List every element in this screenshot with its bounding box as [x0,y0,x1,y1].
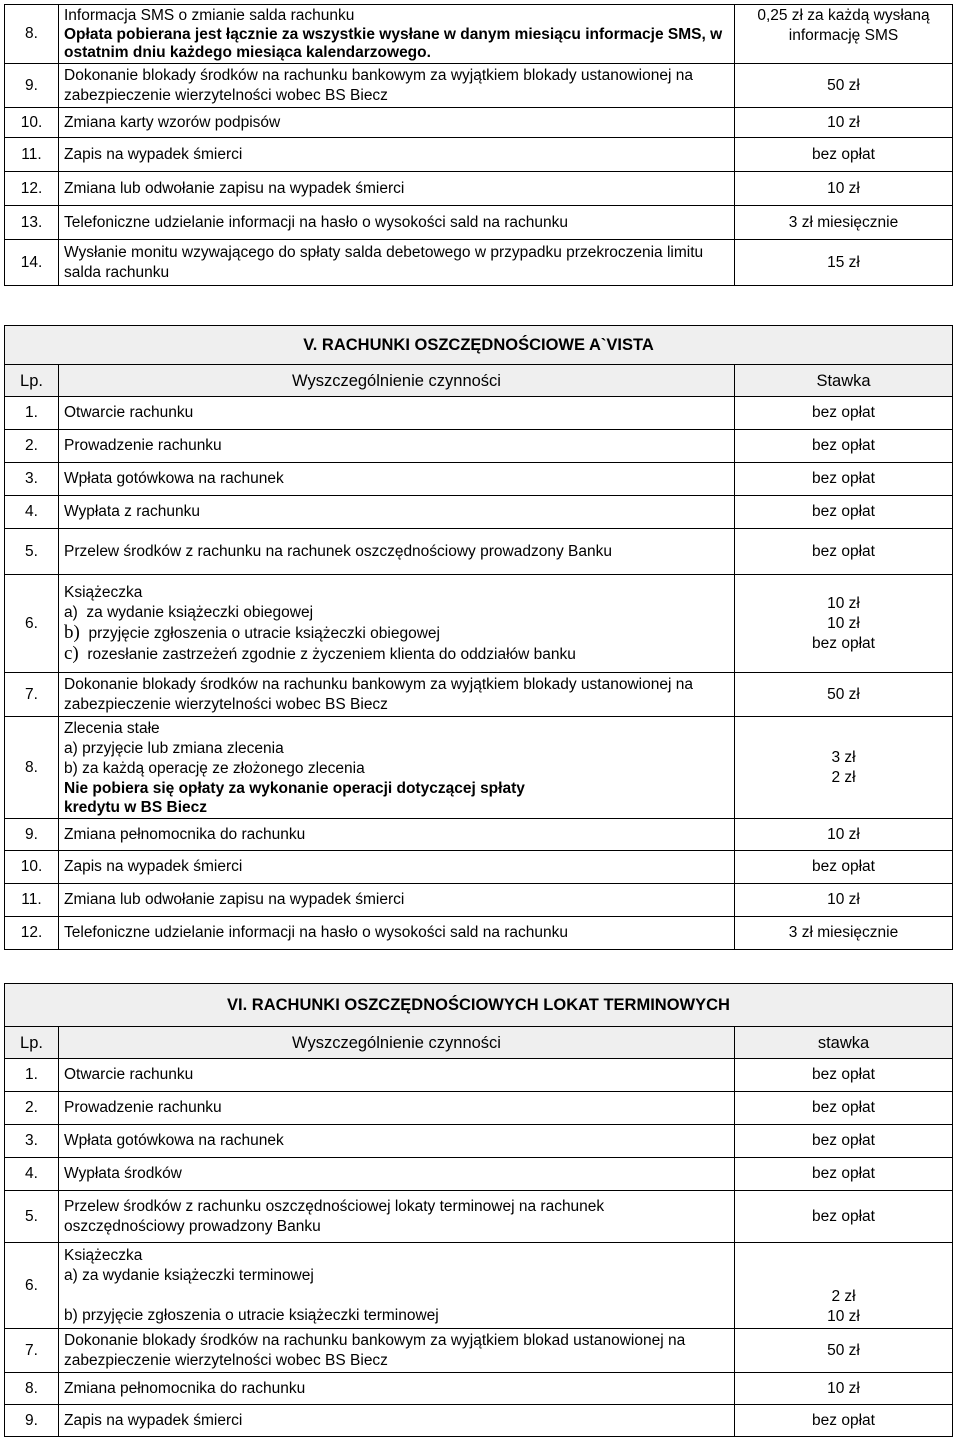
table-row [5,1092,953,1125]
table-row [5,108,953,138]
row-description: Telefoniczne udzielanie informacji na hasło o wysokości sald na rachunku [59,206,735,240]
table-row [5,1329,953,1373]
sub-item-text: za wydanie książeczki obiegowej [86,603,314,621]
rate-b: 10 zł [827,614,860,632]
row-number: 5. [5,529,59,575]
row-rate: bez opłat [735,463,953,496]
header-row [5,365,953,397]
row-rate: bez opłat [735,397,953,430]
row-rate: bez opłat [735,138,953,172]
fee-table-continued [4,4,953,286]
header-lp: Lp. [5,365,59,397]
table-row [5,496,953,529]
table-row [5,5,953,64]
row-number: 8. [5,717,59,819]
table-row [5,206,953,240]
row-rate: 3 zł miesięcznie [735,917,953,950]
row-rate: bez opłat [735,1191,953,1243]
row-number: 6. [5,1243,59,1329]
table-row [5,64,953,108]
row-rate: bez opłat [735,1158,953,1191]
row-number: 8. [5,5,59,64]
sub-item-b [64,623,729,644]
table-row [5,1158,953,1191]
table-row [5,1373,953,1405]
sub-item-marker: c) [64,642,79,664]
table-row [5,673,953,717]
row-description: Prowadzenie rachunku [59,1092,735,1125]
row-number: 3. [5,463,59,496]
row-number: 2. [5,430,59,463]
row-rate: bez opłat [735,496,953,529]
row-description: Dokonanie blokady środków na rachunku bankowym za wyjątkiem blokad ustanowionej na zabezpieczenie wierzytelności wobec BS Biecz [59,1329,735,1373]
sub-item-a [64,603,729,623]
table-row [5,1191,953,1243]
rate-b: 10 zł [827,1308,860,1325]
rate-a: 2 zł [831,1288,856,1305]
row-rate: 50 zł [735,64,953,108]
sub-item-b: b) za każdą operację ze złożonego zlecenia [64,759,365,777]
table-row [5,917,953,950]
table-row [5,819,953,851]
row-rate: bez opłat [735,1125,953,1158]
row-number: 7. [5,673,59,717]
row-description: Wpłata gotówkowa na rachunek [59,1125,735,1158]
row-description: Przelew środków z rachunku oszczędnościowej lokaty terminowej na rachunek oszczędnościowy prowadzony Banku [59,1191,735,1243]
row-number: 13. [5,206,59,240]
sub-item-a: a) za wydanie książeczki terminowej [64,1266,314,1284]
section-title-row [5,984,953,1027]
sub-item-c [64,644,729,665]
row-number: 4. [5,496,59,529]
row-description: Otwarcie rachunku [59,1059,735,1092]
row-number: 7. [5,1329,59,1373]
row-rate: 50 zł [735,1329,953,1373]
row-rate: 10 zł [735,819,953,851]
table-row [5,717,953,819]
row-description: Zmiana pełnomocnika do rachunku [59,819,735,851]
row-number: 4. [5,1158,59,1191]
row-description [59,5,735,64]
row-description: Wypłata z rachunku [59,496,735,529]
row-description: Zapis na wypadek śmierci [59,1405,735,1437]
section-title: V. RACHUNKI OSZCZĘDNOŚCIOWE A`VISTA [5,326,953,365]
row-number: 3. [5,1125,59,1158]
row-rate [735,1243,953,1329]
row-number: 12. [5,172,59,206]
row-rate: 10 zł [735,108,953,138]
row-rate: 50 zł [735,673,953,717]
row-rate: bez opłat [735,529,953,575]
row-description: Wysłanie monitu wzywającego do spłaty salda debetowego w przypadku przekroczenia limitu salda rachunku [59,240,735,286]
table-row [5,1059,953,1092]
row-description [59,1243,735,1329]
table-row [5,1243,953,1329]
row-rate: bez opłat [735,430,953,463]
term-deposit-accounts-table [4,983,953,1437]
rate-a: 10 zł [827,594,860,612]
table-row [5,851,953,884]
table-row [5,172,953,206]
row-description: Prowadzenie rachunku [59,430,735,463]
header-description: Wyszczególnienie czynności [59,365,735,397]
header-rate: Stawka [735,365,953,397]
row-title: Zlecenia stałe [64,719,160,737]
row-description: Zmiana lub odwołanie zapisu na wypadek śmierci [59,884,735,917]
header-description: Wyszczególnienie czynności [59,1027,735,1059]
row-description: Zapis na wypadek śmierci [59,138,735,172]
row-number: 5. [5,1191,59,1243]
header-row [5,1027,953,1059]
row-description: Wpłata gotówkowa na rachunek [59,463,735,496]
sub-item-marker: a) [64,603,78,621]
row-rate: 10 zł [735,1373,953,1405]
table-row [5,575,953,673]
row-description: Zmiana lub odwołanie zapisu na wypadek śmierci [59,172,735,206]
row-description: Dokonanie blokady środków na rachunku bankowym za wyjątkiem blokady ustanowionej na zabezpieczenie wierzytelności wobec BS Biecz [59,673,735,717]
row-title: Informacja SMS o zmianie salda rachunku [64,7,355,24]
table-row [5,884,953,917]
table-row [5,463,953,496]
row-description: Zmiana pełnomocnika do rachunku [59,1373,735,1405]
rate-a: 3 zł [831,748,856,766]
sub-item-text: przyjęcie zgłoszenia o utracie książeczki obiegowej [88,624,440,642]
section-title-row [5,326,953,365]
savings-accounts-table [4,325,953,950]
row-rate: bez opłat [735,1405,953,1437]
table-row [5,1405,953,1437]
row-number: 11. [5,138,59,172]
row-rate: bez opłat [735,851,953,884]
row-number: 1. [5,397,59,430]
row-number: 9. [5,1405,59,1437]
table-row [5,529,953,575]
row-description: Dokonanie blokady środków na rachunku bankowym za wyjątkiem blokady ustanowionej na zabezpieczenie wierzytelności wobec BS Biecz [59,64,735,108]
row-description: Zmiana karty wzorów podpisów [59,108,735,138]
row-note: Opłata pobierana jest łącznie za wszystkie wysłane w danym miesiącu informacje SMS, w ostatnim dniu każdego miesiąca kalendarzowego. [64,26,723,61]
row-description: Zapis na wypadek śmierci [59,851,735,884]
row-description: Przelew środków z rachunku na rachunek oszczędnościowy prowadzony Banku [59,529,735,575]
row-rate: 0,25 zł za każdą wysłaną informację SMS [735,5,953,64]
row-rate [735,717,953,819]
table-row [5,138,953,172]
row-description [59,575,735,673]
row-description: Wypłata środków [59,1158,735,1191]
row-number: 6. [5,575,59,673]
table-row [5,397,953,430]
row-title: Książeczka [64,583,143,601]
row-number: 9. [5,64,59,108]
row-title: Książeczka [64,1246,143,1264]
header-lp: Lp. [5,1027,59,1059]
row-description: Telefoniczne udzielanie informacji na hasło o wysokości sald na rachunku [59,917,735,950]
row-rate: 15 zł [735,240,953,286]
section-title: VI. RACHUNKI OSZCZĘDNOŚCIOWYCH LOKAT TERMINOWYCH [5,984,953,1027]
row-description: Otwarcie rachunku [59,397,735,430]
row-rate: 10 zł [735,172,953,206]
row-description [59,717,735,819]
rate-c: bez opłat [812,634,875,652]
row-rate: 10 zł [735,884,953,917]
rate-b: 2 zł [831,768,856,786]
row-number: 1. [5,1059,59,1092]
table-row [5,430,953,463]
row-note: Nie pobiera się opłaty za wykonanie operacji dotyczącej spłaty kredytu w BS Biecz [64,779,525,816]
row-rate: bez opłat [735,1092,953,1125]
header-rate: stawka [735,1027,953,1059]
row-number: 12. [5,917,59,950]
row-number: 8. [5,1373,59,1405]
sub-item-a: a) przyjęcie lub zmiana zlecenia [64,739,284,757]
row-rate: 3 zł miesięcznie [735,206,953,240]
row-rate: bez opłat [735,1059,953,1092]
row-number: 10. [5,108,59,138]
sub-item-text: rozesłanie zastrzeżeń zgodnie z życzeniem klienta do oddziałów banku [87,645,576,663]
row-number: 10. [5,851,59,884]
row-number: 14. [5,240,59,286]
row-rate [735,575,953,673]
table-row [5,1125,953,1158]
table-row [5,240,953,286]
sub-item-b: b) przyjęcie zgłoszenia o utracie książeczki terminowej [64,1306,439,1324]
row-number: 11. [5,884,59,917]
sub-item-marker: b) [64,621,80,643]
row-number: 9. [5,819,59,851]
row-number: 2. [5,1092,59,1125]
